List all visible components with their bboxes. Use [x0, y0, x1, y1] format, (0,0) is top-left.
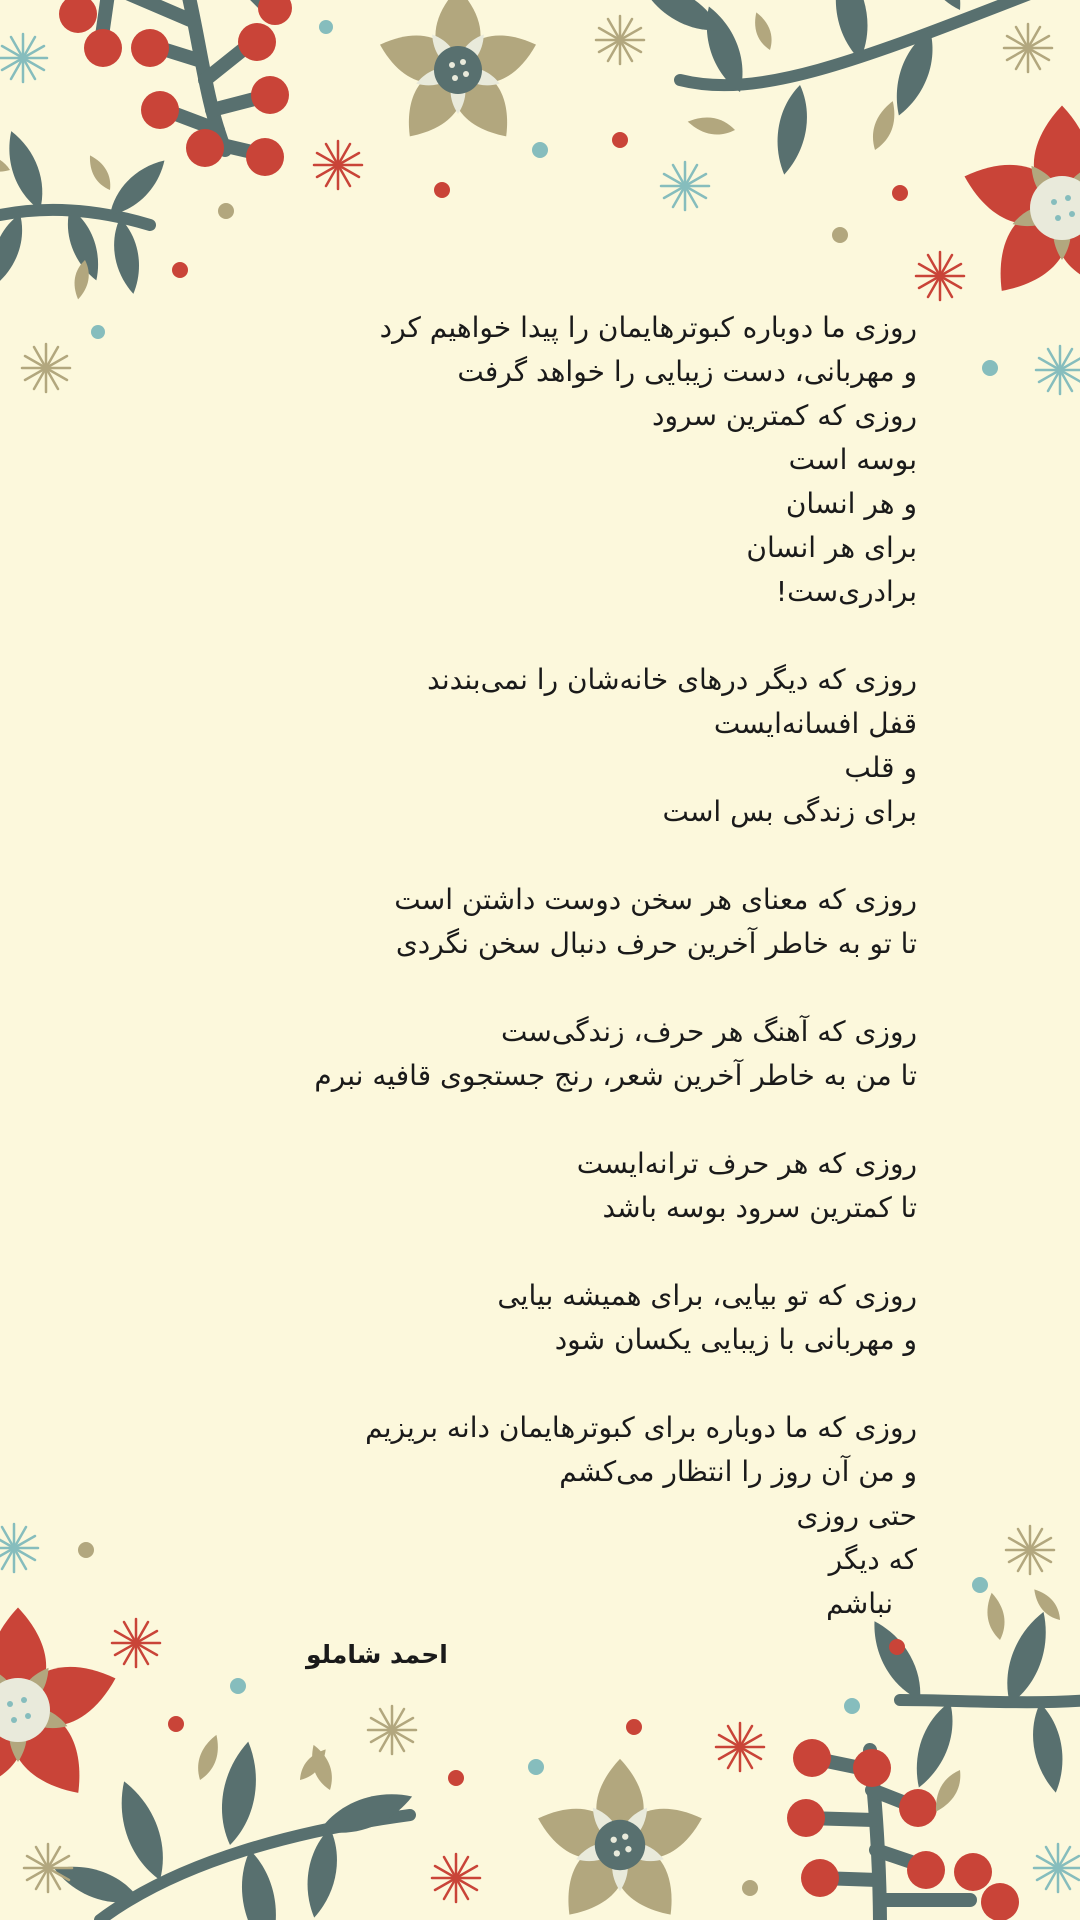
poem-line: برای زندگی بس است	[662, 795, 917, 828]
poem-line: و من آن روز را انتظار می‌کشم	[559, 1455, 917, 1488]
poem-line: روزی که دیگر درهای خانه‌شان را نمی‌بندند	[427, 663, 917, 696]
red-poinsettia	[0, 1608, 124, 1810]
author-signature: احمد شاملو	[306, 1640, 448, 1669]
poem-line: روزی که هر حرف ترانه‌ایست	[576, 1147, 917, 1180]
poem-stanza	[217, 1406, 917, 1626]
poem-line: حتی روزی	[796, 1499, 917, 1532]
poem-stanza	[217, 1010, 917, 1098]
poem-line: و مهربانی با زیبایی یکسان شود	[554, 1323, 917, 1356]
poem-line: نباشم	[826, 1587, 893, 1620]
poem-line: برای هر انسان	[746, 531, 917, 564]
poem-line: و قلب	[844, 751, 917, 784]
poem-stanza	[217, 878, 917, 966]
poem-line: که دیگر	[828, 1543, 917, 1576]
poem-line: تا من به خاطر آخرین شعر، رنج جستجوی قافیه نبرم	[314, 1059, 917, 1092]
poem-line: تا کمترین سرود بوسه باشد	[602, 1191, 917, 1224]
red-berries-branch	[100, 0, 270, 155]
poem-line: برادری‌ست!	[775, 575, 917, 608]
poem-body	[217, 306, 917, 1626]
poem-line: روزی ما دوباره کبوترهایمان را پیدا خواهیم کرد	[379, 311, 917, 344]
khaki-flower	[531, 1759, 709, 1920]
poem-line: روزی که آهنگ هر حرف، زندگی‌ست	[500, 1015, 917, 1048]
poem-stanza	[217, 1142, 917, 1230]
slate-leaf-branch	[634, 0, 1040, 177]
poem-line: قفل افسانه‌ایست	[713, 707, 917, 740]
poem-line: روزی که کمترین سرود	[652, 399, 917, 432]
poem-line: بوسه است	[788, 443, 917, 476]
slate-leaf-branch	[0, 127, 173, 301]
poem-line: روزی که معنای هر سخن دوست داشتن است	[394, 883, 917, 916]
slate-leaf-branch	[50, 1732, 417, 1920]
poem-line: روزی که ما دوباره برای کبوترهایمان دانه بریزیم	[365, 1411, 917, 1444]
poem-line: و مهربانی، دست زیبایی را خواهد گرفت	[457, 355, 917, 388]
red-poinsettia	[956, 106, 1080, 308]
poem-line: و هر انسان	[785, 487, 917, 520]
khaki-flower	[373, 0, 543, 150]
poem-stanza	[217, 1274, 917, 1362]
poem-stanza	[217, 658, 917, 834]
poem-stanza	[217, 306, 917, 614]
poem-line: روزی که تو بیایی، برای همیشه بیایی	[497, 1279, 917, 1312]
poem-line: تا تو به خاطر آخرین حرف دنبال سخن نگردی	[395, 927, 917, 960]
